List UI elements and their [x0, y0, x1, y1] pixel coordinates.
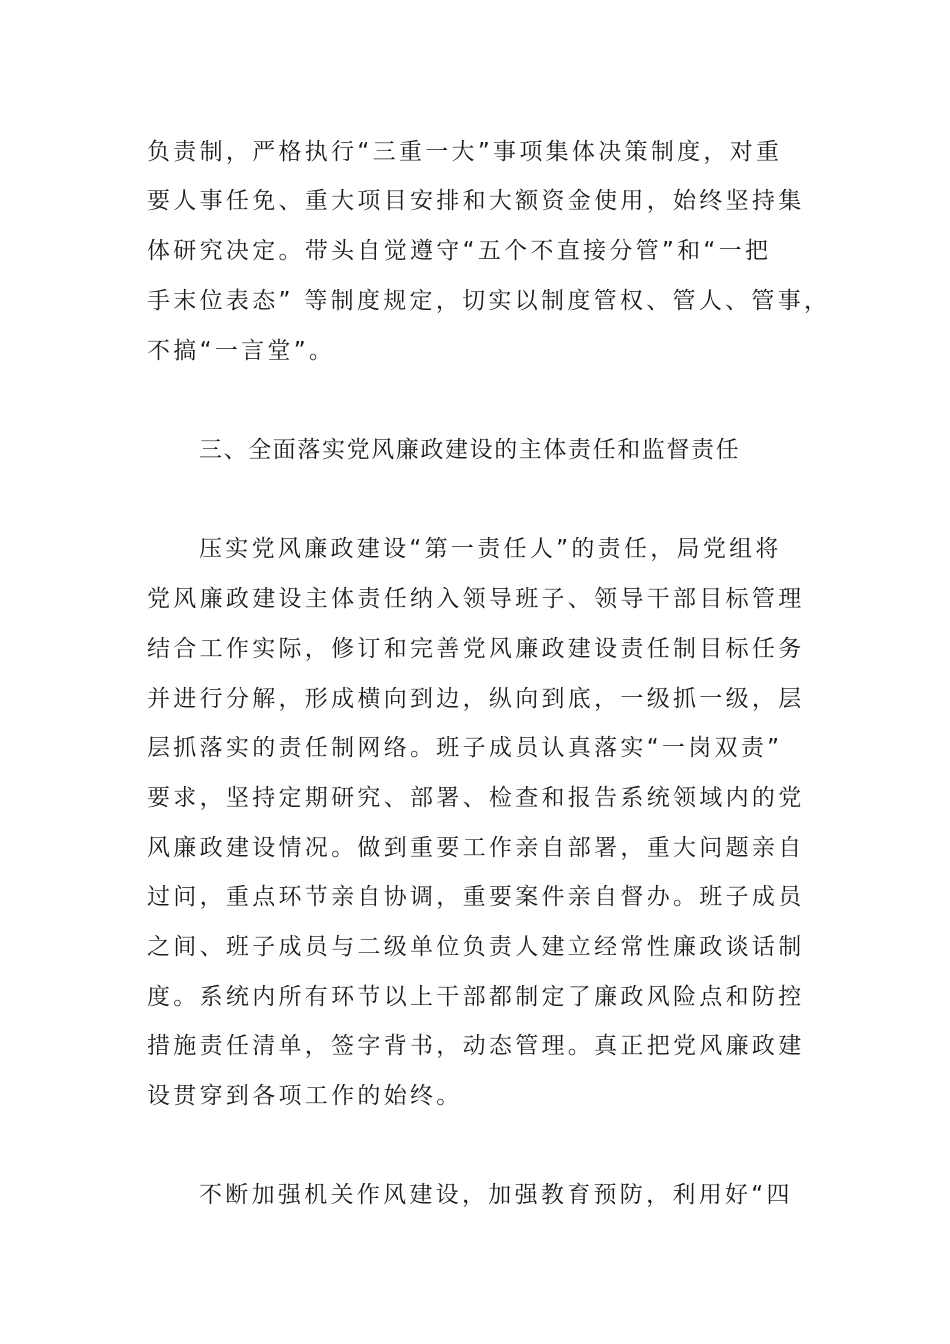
paragraph-line: 设贯穿到各项工作的始终。: [147, 1083, 463, 1109]
paragraph-line: 手末位表态” 等制度规定，切实以制度管权、管人、管事，: [147, 288, 831, 314]
paragraph-line: 负责制，严格执行“三重一大”事项集体决策制度，对重: [147, 139, 783, 165]
paragraph-line: 要人事任免、重大项目安排和大额资金使用，始终坚持集: [147, 188, 805, 214]
paragraph-line: 不搞“一言堂”。: [147, 338, 336, 364]
paragraph-line: 体研究决定。带头自觉遵守“五个不直接分管”和“一把: [147, 238, 772, 264]
paragraph-line: 不断加强机关作风建设，加强教育预防，利用好“四: [199, 1182, 793, 1208]
paragraph-line: 度。系统内所有环节以上干部都制定了廉政风险点和防控: [147, 984, 805, 1010]
paragraph-line: 措施责任清单，签字背书，动态管理。真正把党风廉政建: [147, 1033, 805, 1059]
paragraph-line: 风廉政建设情况。做到重要工作亲自部署，重大问题亲自: [147, 835, 805, 861]
paragraph-line: 党风廉政建设主体责任纳入领导班子、领导干部目标管理: [147, 586, 805, 612]
paragraph-line: 之间、班子成员与二级单位负责人建立经常性廉政谈话制: [147, 934, 805, 960]
paragraph-line: 过问，重点环节亲自协调，重要案件亲自督办。班子成员: [147, 884, 805, 910]
paragraph-line: 结合工作实际，修订和完善党风廉政建设责任制目标任务: [147, 636, 805, 662]
paragraph-line: 压实党风廉政建设“第一责任人”的责任，局党组将: [199, 536, 782, 562]
paragraph-line: 层抓落实的责任制网络。班子成员认真落实“一岗双责”: [147, 735, 783, 761]
section-heading: 三、全面落实党风廉政建设的主体责任和监督责任: [199, 437, 741, 463]
paragraph-line: 并进行分解，形成横向到边，纵向到底，一级抓一级，层: [147, 686, 805, 712]
paragraph-line: 要求，坚持定期研究、部署、检查和报告系统领域内的党: [147, 785, 805, 811]
